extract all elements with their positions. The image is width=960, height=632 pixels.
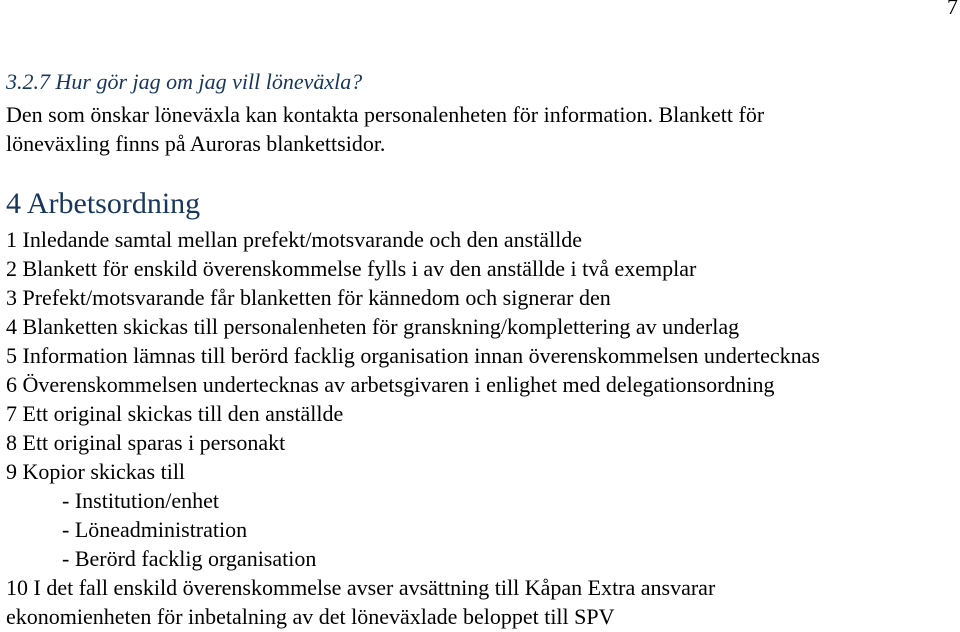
step-item-continuation: ekonomienheten för inbetalning av det löneväxlade beloppet till SPV — [6, 604, 615, 629]
step-item: 5 Information lämnas till berörd facklig organisation innan överenskommelsen undertecknas — [6, 343, 820, 368]
step-item: 9 Kopior skickas till — [6, 459, 186, 484]
page-number: 7 — [947, 0, 958, 19]
step-item: 7 Ett original skickas till den anställde — [6, 401, 344, 426]
step-item: 4 Blanketten skickas till personalenheten för granskning/komplettering av underlag — [6, 314, 740, 339]
subsection-body — [6, 100, 946, 158]
step-item: 6 Överenskommelsen undertecknas av arbetsgivaren i enlighet med delegationsordning — [6, 372, 775, 397]
copy-recipient-item: - Berörd facklig organisation — [62, 546, 317, 571]
subsection-title: 3.2.7 Hur gör jag om jag vill löneväxla? — [6, 69, 363, 94]
subsection-body-line: Den som önskar löneväxla kan kontakta personalenheten för information. Blankett för — [6, 102, 765, 127]
steps-list — [6, 225, 820, 631]
step-item: 10 I det fall enskild överenskommelse avser avsättning till Kåpan Extra ansvarar — [6, 575, 716, 600]
subsection-body-line: löneväxling finns på Auroras blankettsidor. — [6, 131, 386, 156]
copy-recipient-item: - Löneadministration — [62, 517, 248, 542]
copy-recipient-item: - Institution/enhet — [62, 488, 220, 513]
step-item: 3 Prefekt/motsvarande får blanketten för kännedom och signerar den — [6, 285, 611, 310]
section-title: 4 Arbetsordning — [6, 187, 201, 220]
step-item: 1 Inledande samtal mellan prefekt/motsvarande och den anställde — [6, 227, 583, 252]
step-item: 8 Ett original sparas i personakt — [6, 430, 286, 455]
step-item: 2 Blankett för enskild överenskommelse fylls i av den anställde i två exemplar — [6, 256, 697, 281]
